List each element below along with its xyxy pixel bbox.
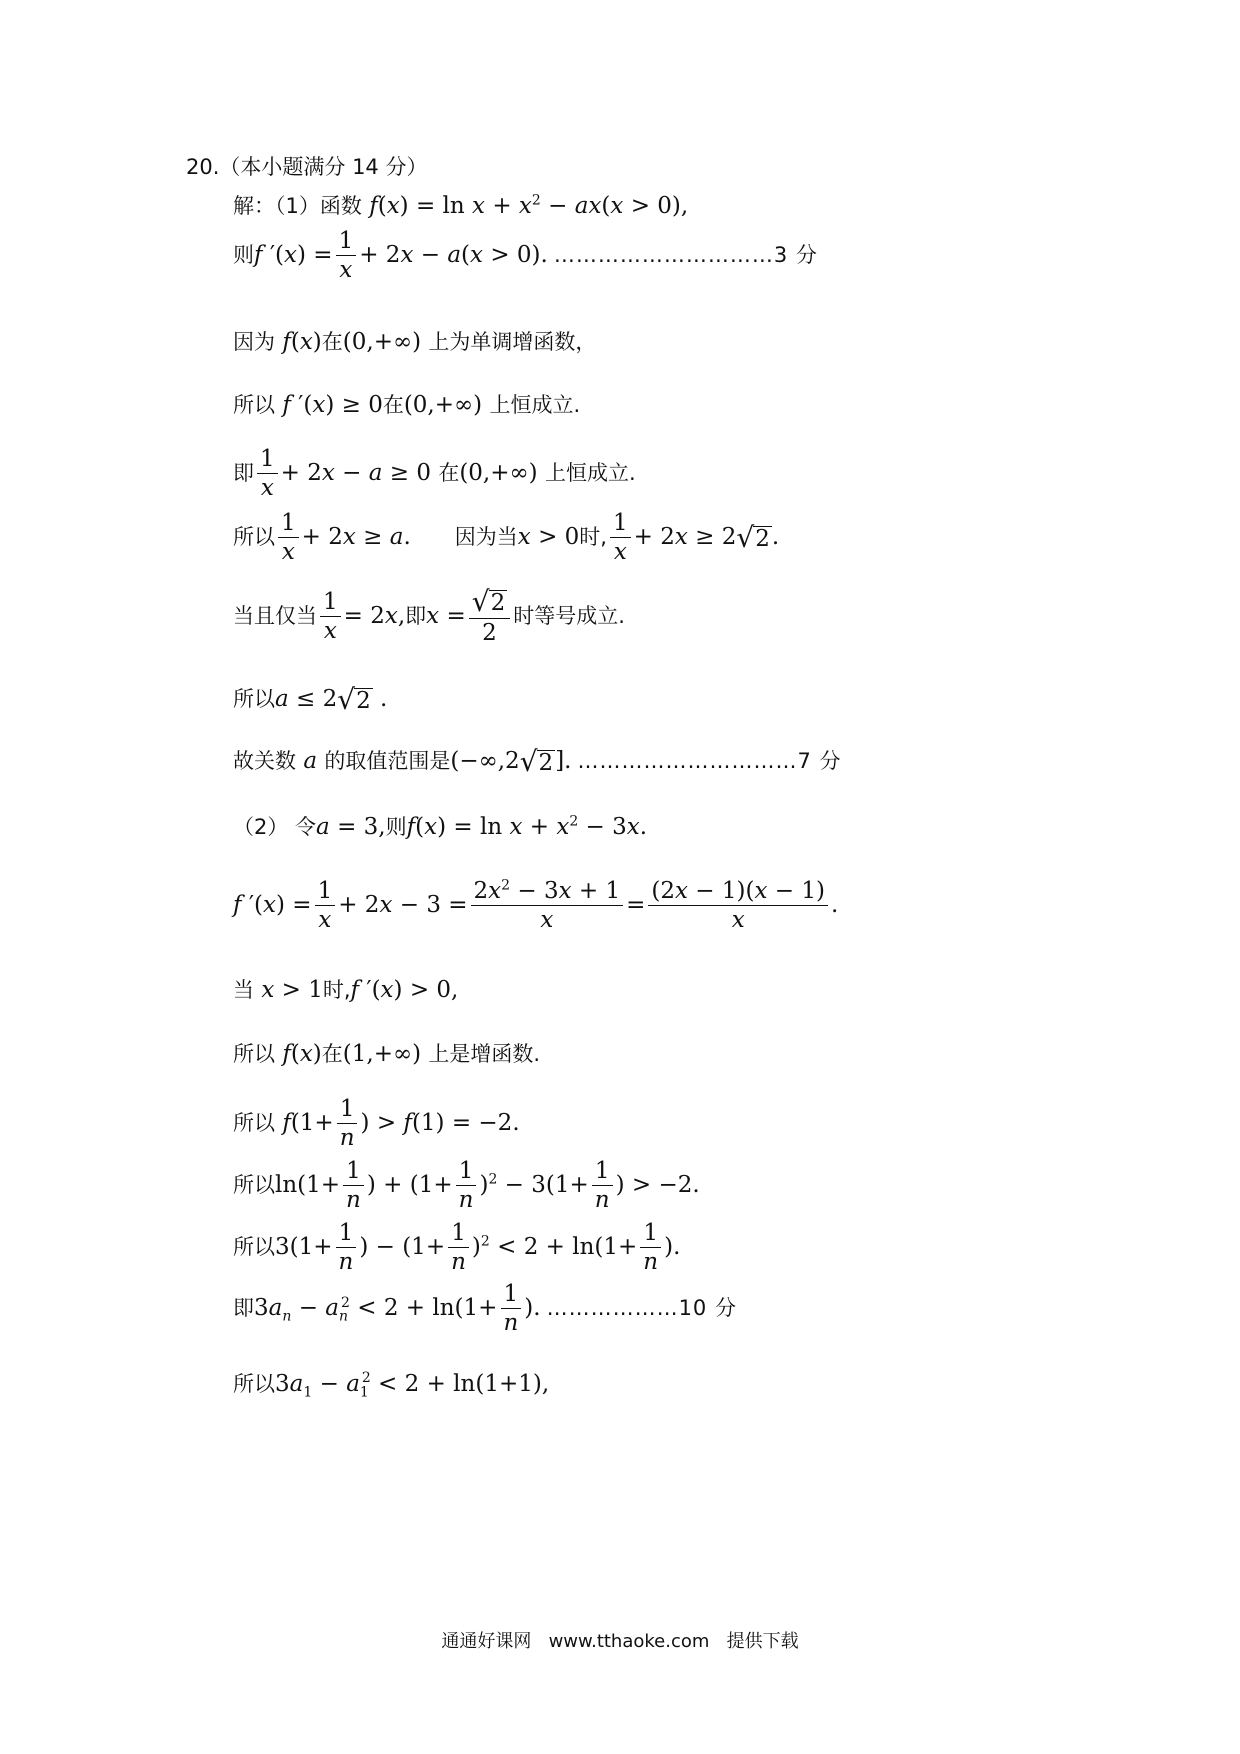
then-word: 则 (233, 243, 254, 268)
score-marker-7: …………………………7 分 (577, 749, 842, 774)
score-marker-3: …………………………3 分 (553, 243, 818, 268)
fraction-1-over-n: $\frac{1}{n}$ (640, 1222, 661, 1274)
so-word: 所以 (233, 1372, 275, 1397)
because-word: 因为 (233, 330, 275, 355)
fraction-1-over-n: $\frac{1}{n}$ (448, 1222, 469, 1274)
problem-heading: 20.（本小题满分 14 分） (186, 155, 428, 179)
fraction-1-over-n: $\frac{1}{n}$ (337, 1098, 358, 1150)
sqrt-2: √ 2 (736, 521, 770, 554)
formula-ge-a: + 2x ≥ a. (301, 524, 411, 551)
formula-a-equals-3: a = 3, (316, 814, 386, 840)
formula-gt-f1: ) > f(1) = −2. (360, 1110, 520, 1137)
fraction-quadratic: $\frac{2x^2 - 3x + 1}{x}$ (471, 880, 624, 932)
solution-line-8: 所以 a ≤ 2 √ 2 . (233, 683, 388, 716)
hold-text: 上恒成立. (489, 393, 581, 418)
so-word: 所以 (233, 687, 275, 712)
formula-fx: f(x) (282, 329, 322, 355)
fraction-1-over-x: $\frac{1}{x}$ (320, 591, 341, 643)
solution-line-17: 即 $3a_n - a_n^2 < 2 + \ln(1+$ $\frac{1}{n}$ ). ………………10 分 (233, 1281, 737, 1336)
shi-word: 时, (322, 978, 351, 1003)
formula-derivative: f ′(x) = (254, 242, 333, 269)
formula-interval-1: (1,+∞) (342, 1041, 429, 1067)
fraction-1-over-n: $\frac{1}{n}$ (500, 1283, 521, 1335)
solution-line-13 (233, 1042, 540, 1067)
solution-line-16: 所以 3(1+ $\frac{1}{n}$ ) − (1+ $\frac{1}{n}$ )$^2$ < 2 + ln(1+ $\frac{1}{n}$ ). (233, 1220, 681, 1275)
footer-provide: 提供下载 (726, 1631, 799, 1652)
footer-url[interactable]: www.tthaoke.com (548, 1631, 710, 1652)
so-word: 所以 (233, 1235, 275, 1260)
formula-interval: (0,+∞) (403, 392, 490, 418)
formula-derivative-positive: f ′(x) > 0, (350, 977, 459, 1003)
solution-line-11: f ′(x) = $\frac{1}{x}$ + 2x − 3 = $\frac{2x^2 - 3x + 1}{x}$ = $\frac{(2x - 1)(x - 1)}{x}$ . (233, 877, 839, 933)
fraction-factored: $\frac{(2x - 1)(x - 1)}{x}$ (648, 880, 828, 932)
sqrt-2: √ 2 (519, 745, 554, 778)
solution-line-5 (233, 448, 636, 500)
fraction-1-over-x: $\frac{1}{x}$ (257, 448, 278, 500)
when-word: 当 (233, 978, 254, 1003)
formula-am-gm: + 2x ≥ 2 (633, 524, 737, 551)
sqrt-2: √ 2 (337, 683, 371, 716)
solution-line-6: 所以 $\frac{1}{x}$ + 2x ≥ a. 因为当 x > 0 时, $\frac{1}{x}$ + 2x ≥ 2 √ 2 . (233, 510, 780, 565)
page-footer (0, 1627, 1240, 1653)
range-middle: 的取值范围是 (324, 749, 451, 774)
formula-derivative-tail: + 2x − a(x > 0). (359, 242, 548, 269)
increasing-text: 上是增函数. (428, 1042, 541, 1067)
so-word: 所以 (233, 1042, 275, 1067)
fraction-sqrt2-over-2: √ 2 2 (469, 588, 510, 645)
footer-site-name: 通通好课网 (441, 1631, 532, 1652)
formula-x-gt-1: x > 1 (261, 977, 323, 1003)
so-word: 所以 (233, 1111, 275, 1136)
range-prefix: 故关数 (233, 749, 296, 774)
solution-line-7 (233, 585, 625, 646)
formula-x-positive: x > 0 (517, 524, 580, 551)
solution-line-18: 所以 $3a_1 - a_1^2 < 2 + \ln(1+1)$, (233, 1370, 550, 1401)
fraction-1-over-x: $\frac{1}{x}$ (278, 512, 299, 564)
solution-line-2 (233, 230, 818, 282)
formula-interval: (0,+∞) (342, 329, 429, 355)
formula-f-1-plus: f(1+ (282, 1110, 334, 1137)
iff-word: 当且仅当 (233, 603, 317, 628)
formula-derivative-nonneg: f ′(x) ≥ 0 (282, 392, 383, 418)
ji-word: 即 (233, 1296, 254, 1321)
part2-intro: （2） 令 (233, 815, 317, 840)
part1-intro: 解：（1）函数 (233, 194, 362, 219)
formula-inequality: + 2x − a ≥ 0 (280, 460, 439, 487)
because-when-word: 因为当 (454, 525, 518, 550)
zai-word: 在 (438, 461, 460, 486)
so-word: 所以 (233, 1173, 275, 1198)
solution-line-10 (233, 815, 647, 840)
solution-line-4 (233, 393, 580, 418)
zai-word: 在 (382, 393, 404, 418)
formula-2x-3: + 2x − 3 = (338, 892, 468, 919)
fraction-1-over-x: $\frac{1}{x}$ (315, 880, 336, 932)
solution-line-9: 故关数 a 的取值范围是 (−∞,2 √ 2 ]. …………………………7 分 (233, 745, 842, 778)
zai-word: 在 (321, 330, 343, 355)
so-word: 所以 (233, 393, 275, 418)
monotone-text: 上为单调增函数， (428, 330, 597, 355)
formula-equal-2x: = 2x, (343, 602, 406, 629)
formula-f-definition: $f(x) = \ln x + x^2 - ax(x > 0)$, (369, 192, 689, 219)
fraction-1-over-x: $\frac{1}{x}$ (610, 512, 631, 564)
ji-word: 即 (405, 603, 427, 628)
fraction-1-over-x: $\frac{1}{x}$ (336, 230, 357, 282)
formula-f-with-3: $f(x) = \ln x + x^2 - 3x$. (406, 813, 648, 840)
formula-range: (−∞,2 (450, 748, 520, 775)
solution-line-14 (233, 1098, 520, 1150)
formula-fx: f(x) (282, 1041, 322, 1067)
solution-line-1 (233, 194, 688, 219)
formula-a-bound: a ≤ 2 (275, 686, 338, 713)
variable-a: a (303, 748, 318, 775)
fraction-1-over-n: $\frac{1}{n}$ (336, 1222, 357, 1274)
so-word: 所以 (233, 525, 275, 550)
solution-line-12 (233, 978, 458, 1003)
fraction-1-over-n: $\frac{1}{n}$ (456, 1160, 477, 1212)
fraction-1-over-n: $\frac{1}{n}$ (343, 1160, 364, 1212)
formula-x-equals: x = (426, 602, 466, 629)
solution-line-3 (233, 330, 596, 355)
shi-word: 时, (579, 525, 607, 550)
ze-word: 则 (385, 815, 407, 840)
zai-word: 在 (321, 1042, 343, 1067)
ji-word: 即 (233, 461, 254, 486)
formula-interval: (0,+∞) (459, 460, 545, 487)
formula-derivative-2: f ′(x) = (233, 892, 312, 919)
hold-text: 上恒成立. (544, 461, 636, 486)
score-marker-10: ………………10 分 (546, 1296, 737, 1321)
fraction-1-over-n: $\frac{1}{n}$ (592, 1160, 613, 1212)
equal-holds-text: 时等号成立. (513, 603, 625, 628)
solution-line-15: 所以 ln(1+ $\frac{1}{n}$ ) + (1+ $\frac{1}{n}$ )$^2$ − 3(1+ $\frac{1}{n}$ ) > −2. (233, 1158, 700, 1213)
